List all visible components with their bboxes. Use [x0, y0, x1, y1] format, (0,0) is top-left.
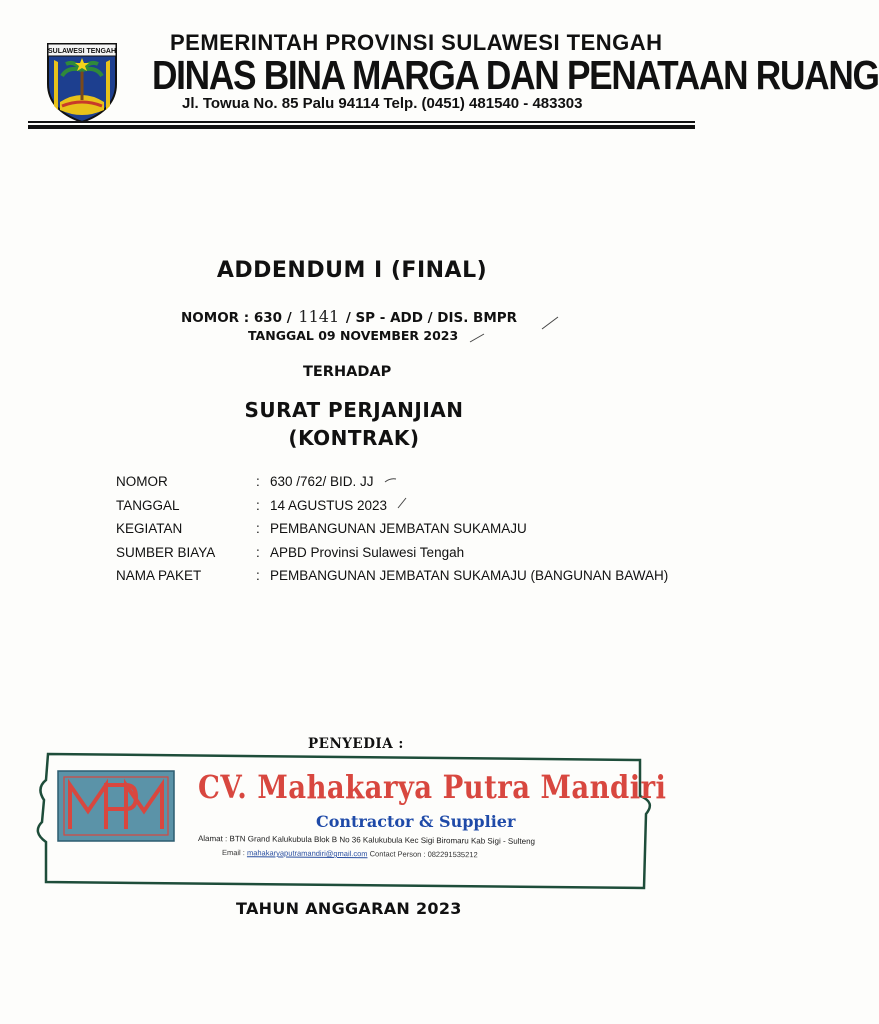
addendum-date: TANGGAL 09 NOVEMBER 2023: [248, 328, 459, 343]
company-subtitle: Contractor & Supplier: [316, 812, 516, 831]
detail-row: [116, 541, 668, 565]
subject-title-line1: SURAT PERJANJIAN: [244, 398, 464, 422]
detail-separator: :: [256, 497, 260, 513]
detail-label: KEGIATAN: [116, 521, 183, 537]
addendum-number: [181, 307, 517, 326]
contract-details: [116, 470, 668, 588]
email-address: mahakaryaputramandiri@gmail.com: [246, 848, 368, 859]
letterhead-rule-thin: [28, 121, 695, 123]
pen-tick-mark: [468, 332, 486, 344]
detail-value: PEMBANGUNAN JEMBATAN SUKAMAJU (BANGUNAN BAWAH): [270, 568, 669, 584]
contact-person: Contact Person : 082291535212: [369, 849, 478, 860]
addendum-number-handwritten: 1141: [298, 307, 340, 326]
detail-separator: :: [256, 568, 260, 584]
letterhead-rule-thick: [28, 125, 695, 129]
company-logo-text: MPM: [114, 839, 118, 840]
province-emblem: [44, 40, 120, 124]
detail-row: [116, 517, 668, 541]
detail-label: SUMBER BIAYA: [116, 544, 216, 560]
detail-value: PEMBANGUNAN JEMBATAN SUKAMAJU: [270, 521, 527, 537]
subject-title-line2: (KONTRAK): [288, 426, 420, 450]
pen-tick-mark: [540, 315, 560, 331]
provider-heading: PENYEDIA :: [308, 736, 404, 752]
detail-separator: :: [256, 474, 260, 490]
addendum-number-suffix: / SP - ADD / DIS. BMPR: [345, 310, 518, 326]
government-name: PEMERINTAH PROVINSI SULAWESI TENGAH: [170, 30, 663, 55]
company-logo: [58, 771, 174, 841]
fiscal-year: TAHUN ANGGARAN 2023: [236, 899, 462, 918]
detail-value: 630 /762/ BID. JJ: [270, 474, 374, 490]
terhadap-label: TERHADAP: [303, 364, 392, 380]
detail-value: 14 AGUSTUS 2023: [270, 497, 388, 513]
detail-row: [116, 564, 668, 588]
document-title: ADDENDUM I (FINAL): [216, 258, 488, 283]
detail-label: NOMOR: [116, 474, 168, 490]
addendum-number-prefix: NOMOR : 630 /: [181, 310, 292, 326]
detail-separator: :: [256, 544, 260, 560]
detail-label: TANGGAL: [116, 497, 180, 513]
pen-tick-mark: [396, 496, 408, 510]
emblem-label: SULAWESI TENGAH: [47, 48, 117, 55]
pen-tick-mark: [384, 476, 398, 486]
agency-address: Jl. Towua No. 85 Palu 94114 Telp. (0451) 481540 - 483303: [182, 95, 583, 112]
company-address: Alamat : BTN Grand Kalukubula Blok B No 36 Kalukubula Kec Sigi Biromaru Kab Sigi - Sulteng: [197, 834, 536, 846]
detail-row: [116, 494, 668, 518]
detail-value: APBD Provinsi Sulawesi Tengah: [270, 544, 465, 560]
email-label: Email :: [221, 848, 245, 858]
company-name: CV. Mahakarya Putra Mandiri: [198, 768, 667, 806]
agency-name: DINAS BINA MARGA DAN PENATAAN RUANG: [152, 52, 879, 98]
detail-label: NAMA PAKET: [116, 568, 202, 584]
detail-separator: :: [256, 521, 260, 537]
